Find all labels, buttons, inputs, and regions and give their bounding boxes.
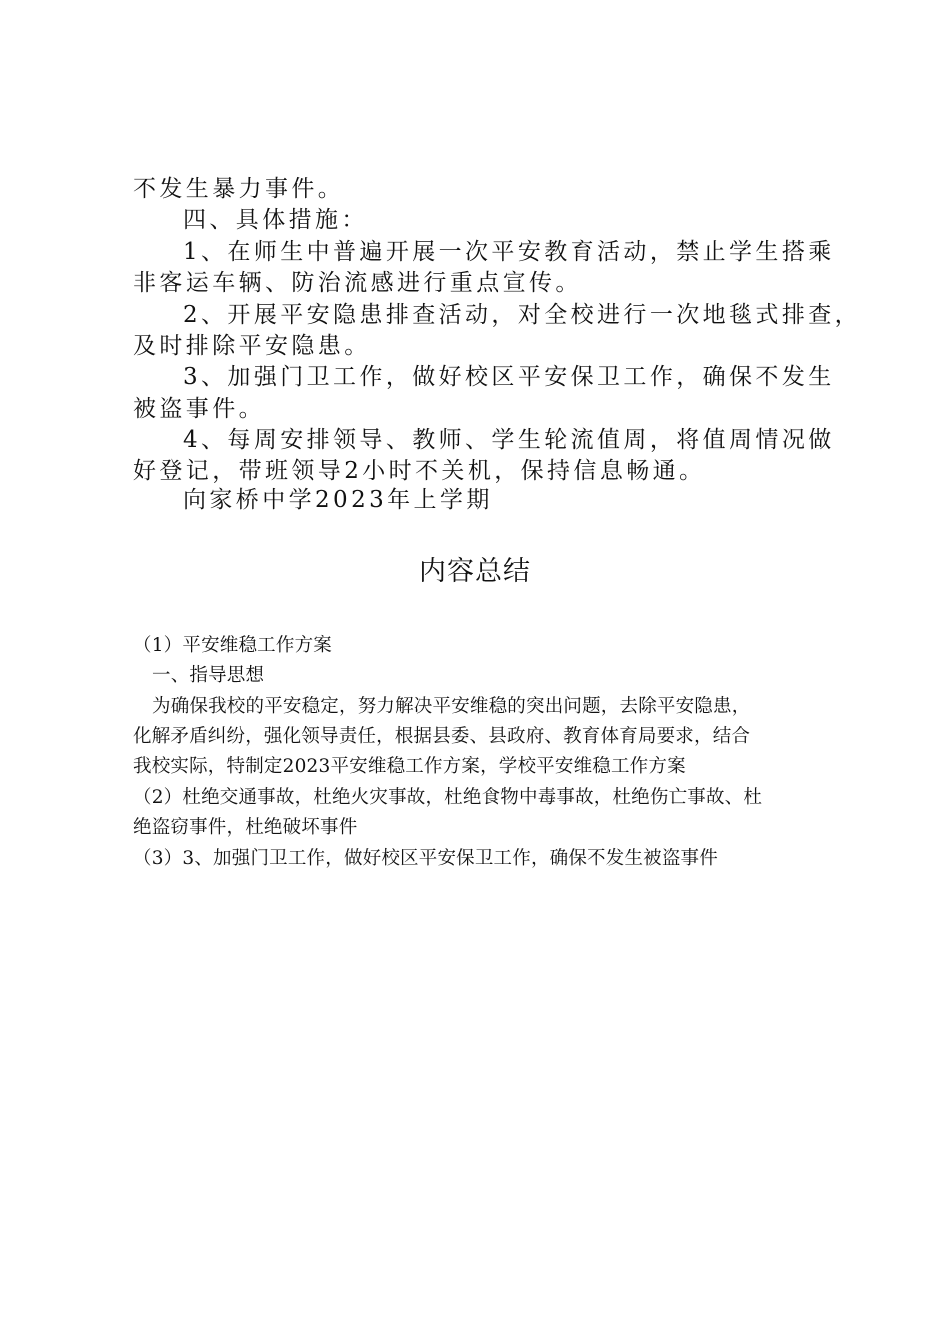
measure-1-line-1: 1、在师生中普遍开展一次平安教育活动，禁止学生搭乘 <box>183 239 835 265</box>
summary-line-4: 化解矛盾纠纷，强化领导责任，根据县委、县政府、教育体育局要求，结合 <box>133 726 751 747</box>
summary-line-7: 绝盗窃事件，杜绝破坏事件 <box>133 817 358 838</box>
measure-4-line-2: 好登记，带班领导2小时不关机，保持信息畅通。 <box>133 458 706 484</box>
summary-line-8: （3）3、加强门卫工作，做好校区平安保卫工作，确保不发生被盗事件 <box>133 848 718 869</box>
measure-1-line-2: 非客运车辆、防治流感进行重点宣传。 <box>133 270 582 296</box>
summary-title: 内容总结 <box>419 556 531 587</box>
summary-line-5: 我校实际，特制定2023平安维稳工作方案，学校平安维稳工作方案 <box>133 756 686 777</box>
summary-line-6: （2）杜绝交通事故，杜绝火灾事故，杜绝食物中毒事故，杜绝伤亡事故、杜 <box>133 787 763 808</box>
section-heading-measures: 四、具体措施： <box>183 207 368 233</box>
measure-3-line-1: 3、加强门卫工作，做好校区平安保卫工作，确保不发生 <box>183 364 835 390</box>
measure-2-line-1: 2、开展平安隐患排查活动，对全校进行一次地毯式排查， <box>183 302 862 328</box>
summary-line-1: （1）平安维稳工作方案 <box>133 635 332 656</box>
measure-2-line-2: 及时排除平安隐患。 <box>133 333 371 359</box>
summary-line-2: 一、指导思想 <box>152 665 265 686</box>
measure-3-line-2: 被盗事件。 <box>133 396 265 422</box>
body-line-1: 不发生暴力事件。 <box>133 176 345 202</box>
signature-line: 向家桥中学2023年上学期 <box>183 487 493 513</box>
measure-4-line-1: 4、每周安排领导、教师、学生轮流值周，将值周情况做 <box>183 427 835 453</box>
summary-line-3: 为确保我校的平安稳定，努力解决平安维稳的突出问题，去除平安隐患， <box>152 696 751 717</box>
